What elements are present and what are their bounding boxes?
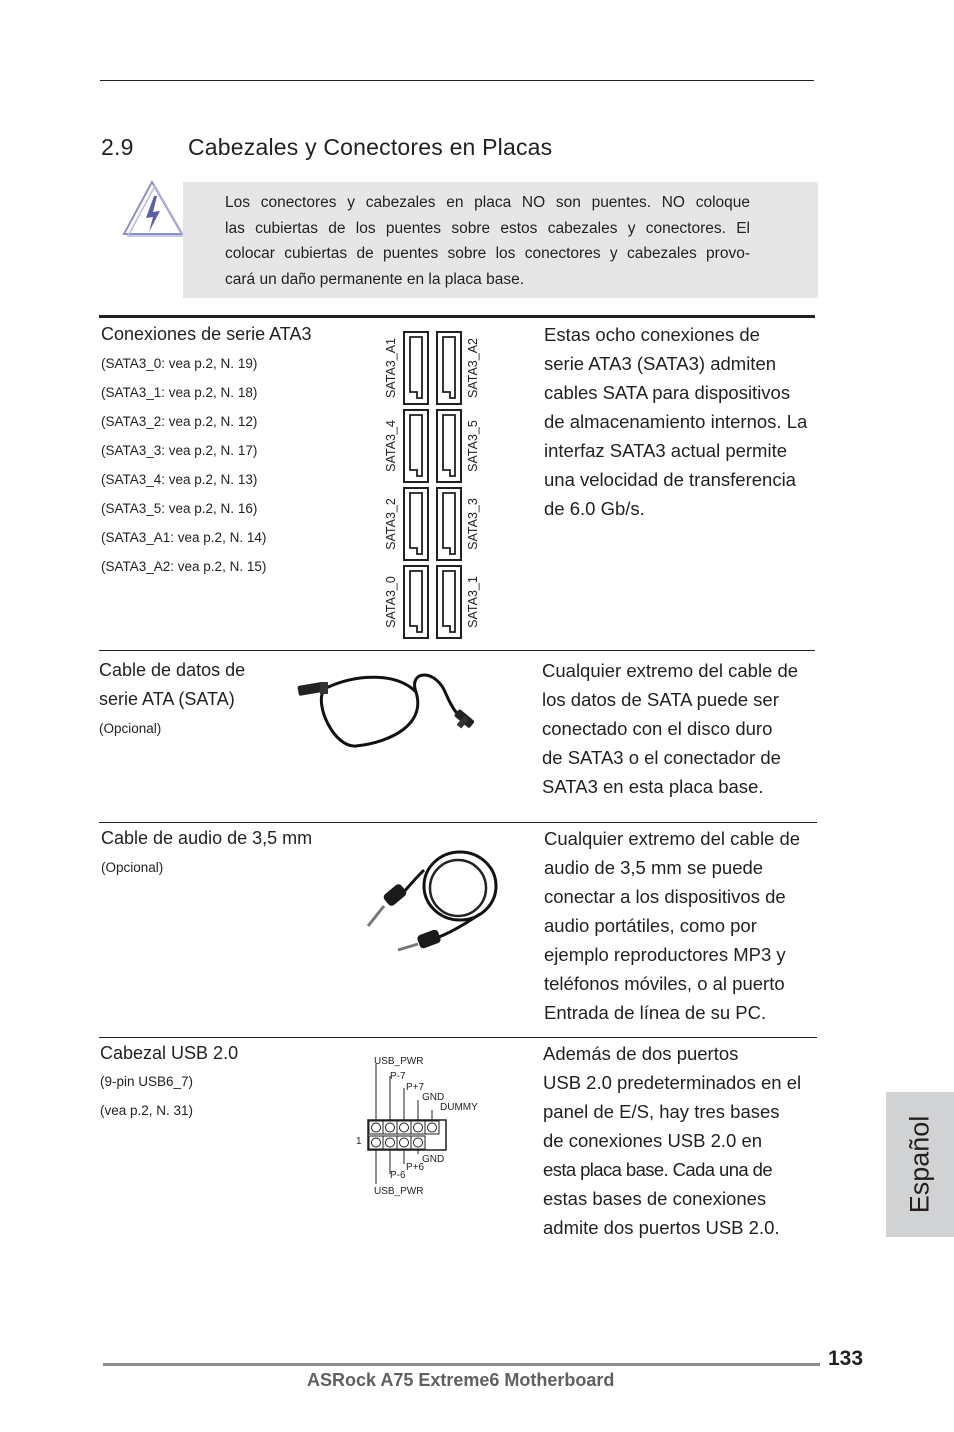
warning-line: las cubiertas de los puentes sobre estos cabezales y conectores. El xyxy=(225,219,750,237)
desc-line: los datos de SATA puede ser xyxy=(542,689,779,710)
sata-port-label: SATA3_A1 xyxy=(384,338,398,398)
warning-text xyxy=(225,190,750,292)
footer-text: ASRock A75 Extreme6 Motherboard xyxy=(307,1370,615,1390)
desc-line: de almacenamiento internos. La xyxy=(544,411,808,432)
sata-ref: (SATA3_0: vea p.2, N. 19) xyxy=(101,356,258,371)
usb-refs xyxy=(100,1067,193,1125)
desc-line: estas bases de conexiones xyxy=(543,1188,767,1209)
sata-port-label: SATA3_A2 xyxy=(466,338,480,398)
top-rule xyxy=(100,80,814,81)
usb-pin1-label: 1 xyxy=(356,1136,362,1147)
audio-cable-image xyxy=(362,840,507,960)
desc-line: Estas ocho conexiones de xyxy=(544,324,760,345)
warning-line: colocar cubiertas de puentes sobre los conectores y cabezales provo- xyxy=(225,245,750,262)
usb-pin-label: DUMMY xyxy=(440,1102,478,1113)
usb-pin: (9-pin USB6_7) xyxy=(100,1074,194,1089)
desc-line: USB 2.0 predeterminados en el xyxy=(543,1072,802,1093)
section-number: 2.9 xyxy=(101,134,134,160)
sata-cable-image xyxy=(296,664,486,756)
sata-port-label: SATA3_2 xyxy=(384,498,398,550)
desc-line: Cualquier extremo del cable de xyxy=(542,660,799,681)
desc-line: de 6.0 Gb/s. xyxy=(544,498,645,519)
desc-line: conectado con el disco duro xyxy=(542,718,773,739)
sata-ref: (SATA3_5: vea p.2, N. 16) xyxy=(101,501,258,516)
page-number: 133 xyxy=(828,1347,864,1370)
desc-line: ejemplo reproductores MP3 y xyxy=(544,944,786,965)
title-line: Cable de datos de xyxy=(99,660,246,680)
language-label: Español xyxy=(904,1115,935,1214)
sata-title: Conexiones de serie ATA3 xyxy=(101,324,312,344)
section-rule xyxy=(99,1037,817,1038)
sata-refs xyxy=(101,349,266,581)
audio-cable-note: (Opcional) xyxy=(101,860,164,875)
usb-ref: (vea p.2, N. 31) xyxy=(100,1103,194,1118)
sata-port-label: SATA3_1 xyxy=(466,576,480,628)
footer-rule xyxy=(103,1363,820,1366)
sata-ref: (SATA3_3: vea p.2, N. 17) xyxy=(101,443,258,458)
usb-pin-label: USB_PWR xyxy=(374,1056,424,1067)
desc-line: serie ATA3 (SATA3) admiten xyxy=(544,353,777,374)
section-rule-thick xyxy=(99,315,815,318)
sata-port-label: SATA3_5 xyxy=(466,420,480,472)
section-rule xyxy=(99,822,817,823)
usb-header-diagram xyxy=(350,1052,490,1198)
sata-ref: (SATA3_A2: vea p.2, N. 15) xyxy=(101,559,267,574)
desc-line: de SATA3 o el conectador de xyxy=(542,747,781,768)
desc-line: una velocidad de transferencia xyxy=(544,469,796,490)
desc-line: teléfonos móviles, o al puerto xyxy=(544,973,785,994)
desc-line: interfaz SATA3 actual permite xyxy=(544,440,788,461)
sata-port xyxy=(437,332,461,404)
desc-line: Cualquier extremo del cable de xyxy=(544,828,801,849)
sata-port xyxy=(404,332,428,404)
usb-pin-label: GND xyxy=(422,1092,445,1103)
section-rule xyxy=(99,650,815,651)
desc-line: panel de E/S, hay tres bases xyxy=(543,1101,780,1122)
sata-port-label: SATA3_0 xyxy=(384,576,398,628)
sata-ref: (SATA3_A1: vea p.2, N. 14) xyxy=(101,530,267,545)
sata-cable-note: (Opcional) xyxy=(99,721,162,736)
sata-port xyxy=(404,410,428,482)
warning-icon xyxy=(122,178,186,240)
desc-line: conectar a los dispositivos de xyxy=(544,886,786,907)
sata-ref: (SATA3_4: vea p.2, N. 13) xyxy=(101,472,258,487)
sata-port xyxy=(404,488,428,560)
usb-pin-label: P+7 xyxy=(406,1082,425,1093)
sata-cable-description xyxy=(542,656,798,801)
usb-pin-label: P-6 xyxy=(390,1170,406,1181)
desc-line: admite dos puertos USB 2.0. xyxy=(543,1217,780,1238)
sata-port-label: SATA3_3 xyxy=(466,498,480,550)
desc-line: audio portátiles, como por xyxy=(544,915,757,936)
usb-pin-label: USB_PWR xyxy=(374,1186,424,1197)
warning-line: Los conectores y cabezales en placa NO son puentes. NO coloque xyxy=(225,194,750,211)
sata-cable-title xyxy=(99,656,245,714)
desc-line: cables SATA para dispositivos xyxy=(544,382,791,403)
audio-cable-title: Cable de audio de 3,5 mm xyxy=(101,828,313,848)
usb-pin-label: P-7 xyxy=(390,1071,406,1082)
desc-line: Además de dos puertos xyxy=(543,1043,739,1064)
usb-title: Cabezal USB 2.0 xyxy=(100,1043,239,1063)
section-heading xyxy=(101,134,552,161)
sata-connector-diagram xyxy=(378,328,488,640)
sata-port xyxy=(404,566,428,638)
sata-port xyxy=(437,410,461,482)
sata-ref: (SATA3_2: vea p.2, N. 12) xyxy=(101,414,258,429)
sata-description xyxy=(544,320,807,523)
desc-line: esta placa base. Cada una de xyxy=(543,1159,773,1180)
sata-port xyxy=(437,488,461,560)
usb-description xyxy=(543,1039,801,1242)
section-title: Cabezales y Conectores en Placas xyxy=(188,134,553,160)
sata-ref: (SATA3_1: vea p.2, N. 18) xyxy=(101,385,258,400)
sata-port-label: SATA3_4 xyxy=(384,420,398,472)
audio-cable-description xyxy=(544,824,800,1027)
desc-line: Entrada de línea de su PC. xyxy=(544,1002,767,1023)
usb-pin-label: P+6 xyxy=(406,1162,425,1173)
desc-line: de conexiones USB 2.0 en xyxy=(543,1130,763,1151)
desc-line: audio de 3,5 mm se puede xyxy=(544,857,764,878)
language-tab-label xyxy=(886,1092,954,1237)
title-line: serie ATA (SATA) xyxy=(99,689,235,709)
warning-line: cará un daño permanente en la placa base. xyxy=(225,270,525,288)
sata-port xyxy=(437,566,461,638)
usb-pin-label: GND xyxy=(422,1154,445,1165)
desc-line: SATA3 en esta placa base. xyxy=(542,776,764,797)
